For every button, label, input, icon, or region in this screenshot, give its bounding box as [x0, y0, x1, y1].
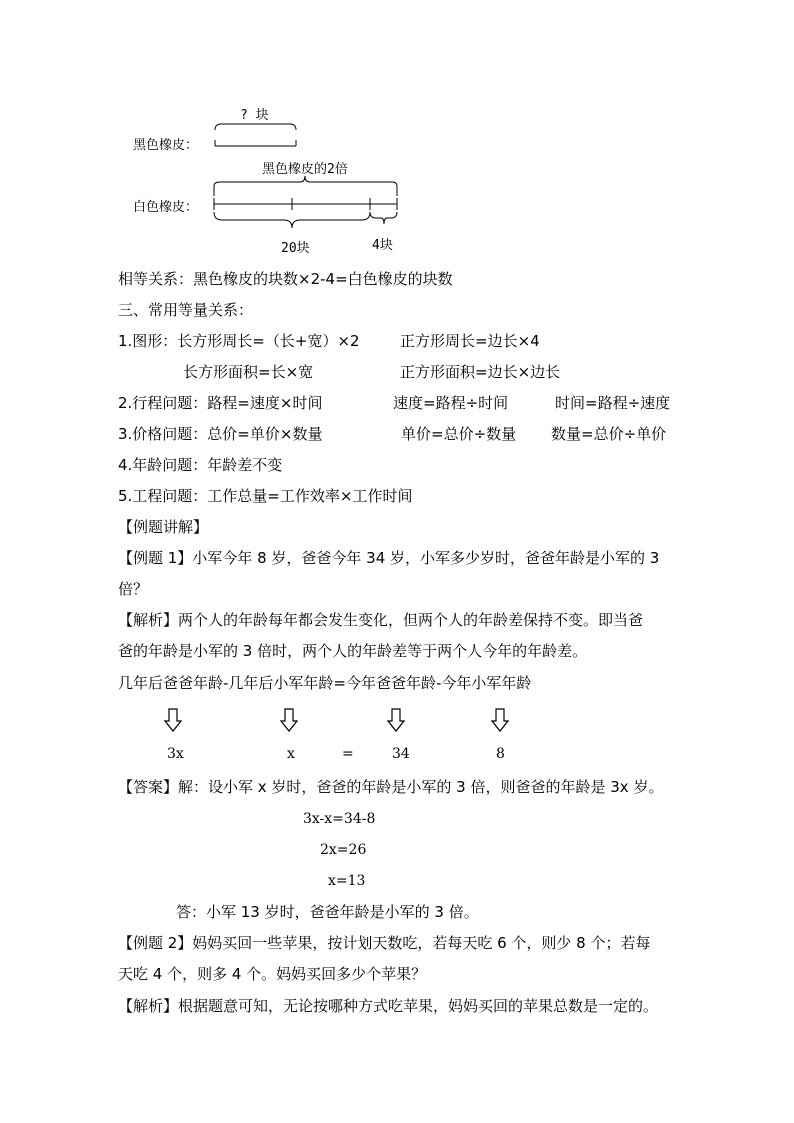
equation-step3: x=13 [328, 873, 366, 889]
value-equals: = [342, 746, 354, 762]
brace-top-black [215, 124, 296, 130]
brace-top-white [214, 176, 397, 196]
example1-line2: 倍？ [118, 580, 149, 598]
value-8: 8 [496, 746, 505, 762]
answer1-line: 【答案】解：设小军 x 岁时，爸爸的年龄是小军的 3 倍，则爸爸的年龄是 3x 岁。 [118, 778, 664, 796]
example1-line1: 【例题 1】小军今年 8 岁，爸爸今年 34 岁，小军多少岁时，爸爸年龄是小军的 3 [118, 549, 660, 567]
example-header: 【例题讲解】 [118, 518, 209, 536]
travel-distance: 2.行程问题：路程=速度×时间 [118, 394, 323, 412]
brace-bottom-20 [214, 212, 370, 228]
analysis2-line1: 【解析】根据题意可知，无论按哪种方式吃苹果，妈妈买回的苹果总数是一定的。 [118, 997, 659, 1015]
label-4: 4块 [372, 238, 393, 253]
work-problem: 5.工程问题：工作总量=工作效率×工作时间 [118, 487, 413, 505]
price-quantity: 数量=总价÷单价 [551, 425, 667, 443]
analysis1-line1: 【解析】两个人的年龄每年都会发生变化，但两个人的年龄差保持不变。即当爸 [118, 611, 644, 629]
price-total: 3.价格问题：总价=单价×数量 [118, 425, 323, 443]
travel-time: 时间=路程÷速度 [555, 394, 671, 412]
equation-step1: 3x-x=34-8 [303, 811, 376, 827]
price-unit: 单价=总价÷数量 [401, 425, 517, 443]
diagram-lines [0, 0, 794, 260]
rect-area: 长方形面积=长×宽 [183, 363, 314, 381]
value-3x: 3x [167, 746, 184, 762]
example2-line1: 【例题 2】妈妈买回一些苹果，按计划天数吃，若每天吃 6 个，则少 8 个；若每 [118, 934, 651, 952]
travel-speed: 速度=路程÷时间 [393, 394, 509, 412]
square-perimeter: 正方形周长=边长×4 [400, 332, 540, 350]
question-label: ? 块 [240, 108, 269, 123]
down-arrow-icon [491, 708, 509, 732]
brace-bottom-4 [370, 212, 397, 224]
white-eraser-label: 白色橡皮： [133, 200, 199, 215]
down-arrow-icon [164, 708, 182, 732]
equal-relation: 相等关系：黑色橡皮的块数×2-4=白色橡皮的块数 [118, 270, 453, 288]
answer1-final: 答：小军 13 岁时，爸爸年龄是小军的 3 倍。 [176, 903, 479, 921]
value-34: 34 [392, 746, 410, 762]
square-area: 正方形面积=边长×边长 [400, 363, 561, 381]
double-label: 黑色橡皮的2倍 [262, 162, 348, 177]
example2-line2: 天吃 4 个，则多 4 个。妈妈买回多少个苹果？ [118, 965, 427, 983]
analysis1-line2: 爸的年龄是小军的 3 倍时，两个人的年龄差等于两个人今年的年龄差。 [118, 642, 588, 660]
label-20: 20块 [281, 241, 310, 256]
rect-perimeter: 1.图形：长方形周长=（长+宽）×2 [118, 332, 360, 350]
age-problem: 4.年龄问题：年龄差不变 [118, 456, 283, 474]
down-arrow-icon [387, 708, 405, 732]
section-title: 三、常用等量关系： [118, 301, 254, 319]
value-x: x [287, 746, 295, 762]
age-relation: 几年后爸爸年龄-几年后小军年龄=今年爸爸年龄-今年小军年龄 [118, 674, 532, 692]
down-arrow-icon [280, 708, 298, 732]
black-eraser-label: 黑色橡皮： [133, 138, 199, 153]
equation-step2: 2x=26 [320, 842, 367, 858]
